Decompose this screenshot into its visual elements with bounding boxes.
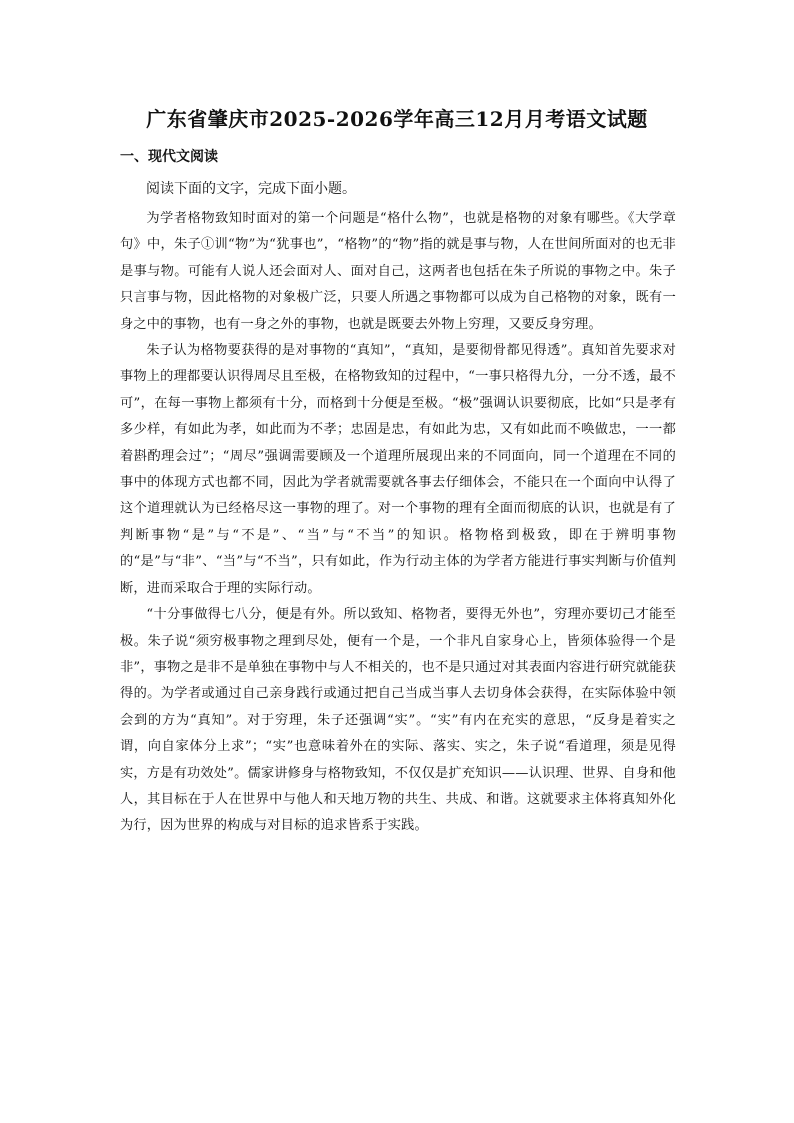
reading-instruction: 阅读下面的文字，完成下面小题。 [146, 181, 356, 197]
reading-passage [120, 206, 676, 840]
document-title: 广东省肇庆市2025-2026学年高三12月月考语文试题 [146, 107, 648, 131]
section-heading: 一、现代文阅读 [120, 149, 218, 165]
passage-paragraph-1: 为学者格物致知时面对的第一个问题是“格什么物”，也就是格物的对象有哪些。《大学章句》中，朱子①训“物”为“犹事也”，“格物”的“物”指的就是事与物，人在世间所面对的也无非是事与物。可能有人说人还会面对人、面对自己，这两者也包括在朱子所说的事物之中。朱子只言事与物，因此格物的对象极广泛，只要人所遇之事物都可以成为自己格物的对象，既有一身之中的事物，也有一身之外的事物，也就是既要去外物上穷理，又要反身穷理。 [120, 211, 676, 332]
passage-paragraph-2: 朱子认为格物要获得的是对事物的“真知”，“真知，是要彻骨都见得透”。真知首先要求对事物上的理都要认识得周尽且至极，在格物致知的过程中，“一事只格得九分，一分不透，最不可”，在每一事物上都须有十分，而格到十分便是至极。“极”强调认识要彻底，比如“只是孝有多少样，有如此为孝，如此而为不孝；忠固是忠，有如此为忠，又有如此而不唤做忠，一一都着斟酌理会过”；“周尽”强调需要顾及一个道理所展现出来的不同面向，同一个道理在不同的事中的体现方式也都不同，因此为学者就需要就各事去仔细体会，不能只在一个面向中认得了这个道理就认为已经格尽这一事物的理了。对一个事物的理有全面而彻底的认识，也就是有了判断事物“是”与“不是”、“当”与“不当”的知识。格物格到极致，即在于辨明事物的“是”与“非”、“当”与“不当”，只有如此，作为行动主体的为学者方能进行事实判断与价值判断，进而采取合于理的实际行动。 [120, 343, 676, 596]
passage-paragraph-3: “十分事做得七八分，便是有外。所以致知、格物者，要得无外也”，穷理亦要切己才能至极。朱子说“须穷极事物之理到尽处，便有一个是，一个非凡自家身心上，皆须体验得一个是非”，事物之是非不是单独在事物中与人不相关的，也不是只通过对其表面内容进行研究就能获得的。为学者或通过自己亲身践行或通过把自己当成当事人去切身体会获得，在实际体验中领会到的方为“真知”。对于穷理，朱子还强调“实”。“实”有内在充实的意思，“反身是着实之谓，向自家体分上求”；“实”也意味着外在的实际、落实、实之，朱子说“看道理，须是见得实，方是有功效处”。儒家讲修身与格物致知，不仅仅是扩充知识——认识理、世界、自身和他人，其目标在于人在世界中与他人和天地万物的共生、共成、和谐。这就要求主体将真知外化为行，因为世界的构成与对目标的追求皆系于实践。 [120, 607, 676, 834]
